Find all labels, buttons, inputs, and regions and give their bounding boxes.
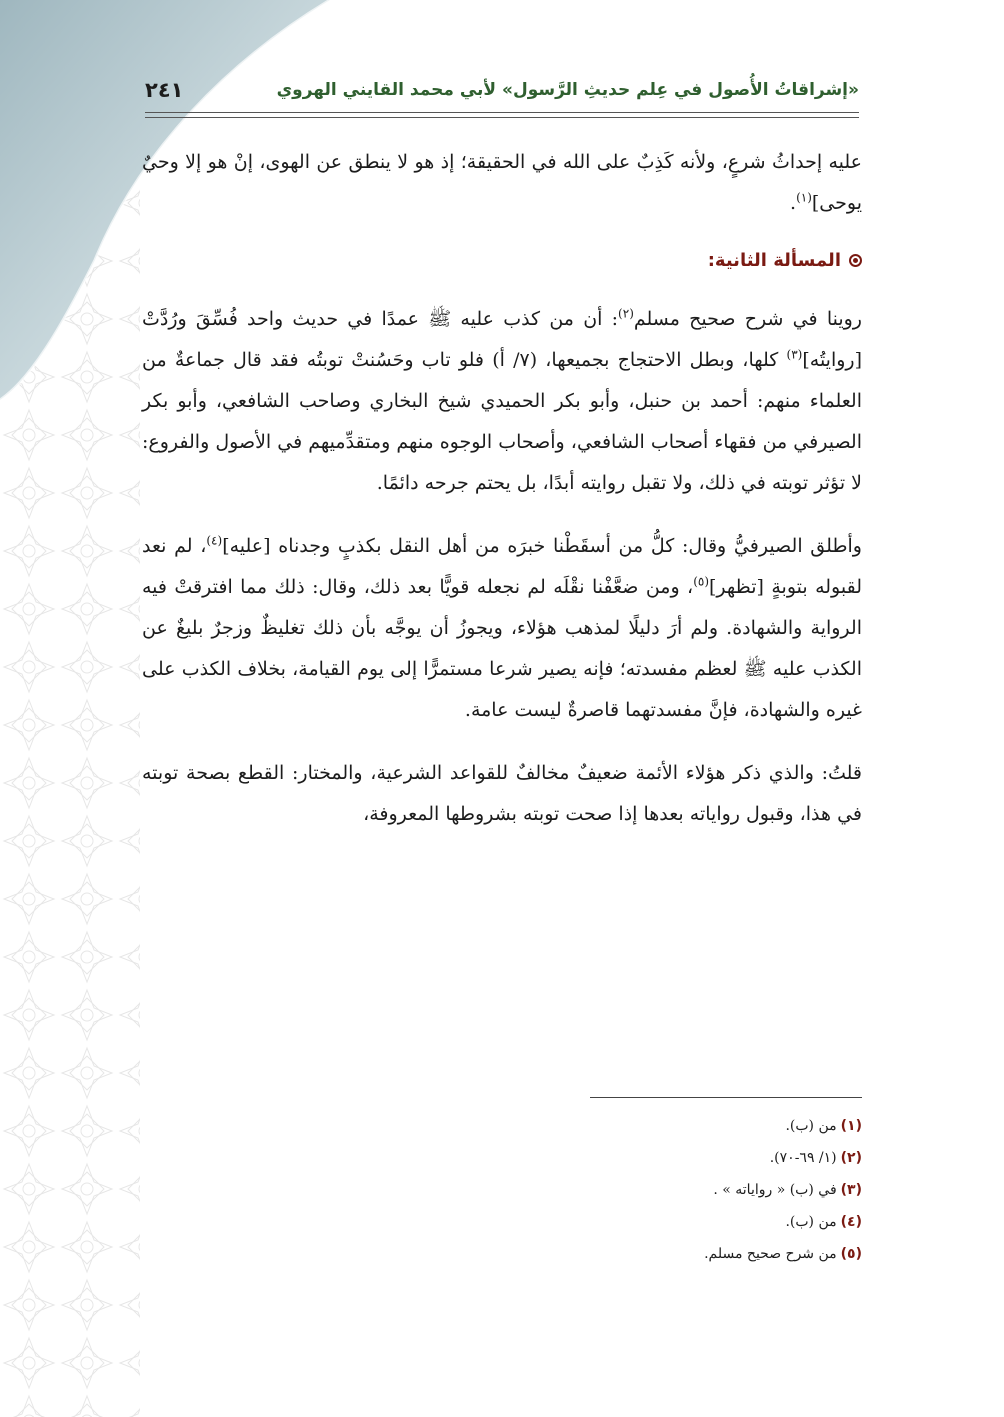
footnote	[142, 1238, 862, 1270]
footnote	[142, 1142, 862, 1174]
paragraph: عليه إحداثُ شرعٍ، ولأنه كَذِبٌ على الله في الحقيقة؛ إذ هو لا ينطق عن الهوى، إنْ هو إلا وحيٌ يوحى]$^{(١)}$.	[142, 151, 862, 214]
footnote-number: (٣)	[840, 1182, 862, 1198]
footnote-ref[interactable]: (٥)	[693, 574, 710, 589]
circle-bullet-icon	[849, 254, 862, 267]
section-heading-text: المسألة الثانية:	[707, 250, 841, 271]
footnote-divider	[590, 1097, 862, 1098]
footnote-number: (٢)	[840, 1150, 862, 1166]
header-divider	[145, 112, 859, 118]
paragraph: وأطلق الصيرفيُّ وقال: كلُّ من أسقَطْنا خبرَه من أهل النقل بكذبٍ وجدناه [عليه]$^{(٤)}$، لم نعد لقبوله بتوبةٍ [تظهر]$^{(٥)}$، ومن ضعَّفْنا نقْلَه لم نجعله قويًّا بعد ذلك، وقال: ذلك مما افترقتْ فيه الرواية والشهادة. ولم أرَ دليلًا لمذهب هؤلاء، ويجوزُ أن يوجَّه بأن ذلك تغليظٌ وزجرٌ بليغٌ عن الكذب عليه ﷺ لعظم مفسدته؛ فإنه يصير شرعا مستمرًّا إلى يوم القيامة، بخلاف الكذب على غيره والشهادة، فإنَّ مفسدتهما قاصرةٌ ليست عامة.	[142, 533, 862, 721]
footnote-ref[interactable]: (١)	[796, 190, 812, 205]
footnote-number: (٤)	[840, 1214, 862, 1230]
footnote-ref[interactable]: (٢)	[618, 306, 634, 321]
section-heading	[142, 240, 862, 281]
footnote-ref[interactable]: (٣)	[786, 347, 803, 362]
footnotes	[142, 1110, 862, 1270]
footnote-text: من (ب).	[785, 1214, 837, 1230]
paragraph: قلتُ: والذي ذكر هؤلاء الأئمة ضعيفٌ مخالفٌ للقواعد الشرعية، والمختار: القطع بصحة توبته في هذا، وقبول رواياته بعدها إذا صحت توبته بشروطها المعروفة،	[142, 762, 862, 825]
footnote-number: (٥)	[840, 1246, 862, 1262]
main-text	[142, 142, 862, 835]
footnote-text: في (ب) « رواياته » .	[713, 1182, 837, 1198]
footnote	[142, 1174, 862, 1206]
paragraph-gap	[142, 504, 862, 526]
footnote-text: من (ب).	[785, 1118, 837, 1134]
paragraph-gap	[142, 731, 862, 753]
paragraph: روينا في شرح صحيح مسلم$^{(٢)}$: أن من كذب عليه ﷺ عمدًا في حديث واحد فُسِّقَ ورُدَّتْ [روايتُه]$^{(٣)}$ كلها، وبطل الاحتجاج بجميعها، (٧/ أ) فلو تاب وحَسُنتْ توبتُه فقد قال جماعةٌ من العلماء منهم: أحمد بن حنبل، وأبو بكر الحميدي شيخ البخاري وصاحب الشافعي، وأبو بكر الصيرفي من فقهاء أصحاب الشافعي، وأصحاب الوجوه منهم ومتقدِّميهم في الأصول والفروع: لا تؤثر توبته في ذلك، ولا تقبل روايته أبدًا، بل يحتم جرحه دائمًا.	[142, 306, 863, 494]
footnote-ref[interactable]: (٤)	[206, 533, 223, 548]
running-header	[145, 70, 859, 110]
page-number: ٢٤١	[145, 78, 184, 102]
footnote-number: (١)	[840, 1118, 862, 1134]
footnote-text: (١/ ٦٩-٧٠).	[769, 1150, 837, 1166]
footnote	[142, 1110, 862, 1142]
footnote-text: من شرح صحيح مسلم.	[704, 1246, 837, 1262]
running-header-title: «إشراقاتُ الأُصول في عِلم حديثِ الرَّسول» لأبي محمد القايني الهروي	[276, 80, 859, 100]
footnote	[142, 1206, 862, 1238]
